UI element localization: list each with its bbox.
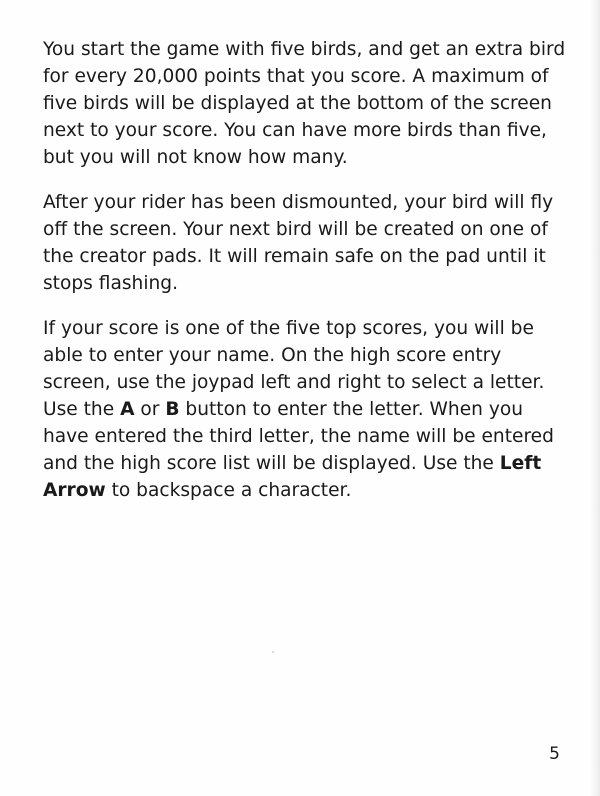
paragraph-birds: You start the game with five birds, and get an extra bird for every 20,000 points that you score. A maximum of five birds will be displayed at the bottom of the screen next to your score. You can have more birds than five, but you will not know how many. xyxy=(43,39,566,168)
body-text xyxy=(43,36,573,504)
high-score-text-3: button to enter the letter. When you have entered the third letter, the name will be entered and the high score list will be displayed. Use the xyxy=(43,399,554,474)
high-score-text-2: or xyxy=(134,399,166,420)
paragraph-dismount: After your rider has been dismounted, your bird will fly off the screen. Your next bird will be created on one of the creator pads. It will remain safe on the pad until it stops flashing. xyxy=(43,192,554,294)
paper-speck xyxy=(272,651,274,653)
high-score-text-4: to backspace a character. xyxy=(105,480,352,501)
page-number: 5 xyxy=(549,744,560,764)
button-a-label: A xyxy=(120,399,135,420)
button-b-label: B xyxy=(165,399,180,420)
left-arrow-label: Left Arrow xyxy=(43,453,542,501)
page-edge-shadow xyxy=(590,0,600,796)
high-score-text-1: If your score is one of the five top scores, you will be able to enter your name. On the high score entry screen, use the joypad left and right to select a letter. Use the xyxy=(43,318,545,420)
paragraph-high-score xyxy=(43,315,573,504)
